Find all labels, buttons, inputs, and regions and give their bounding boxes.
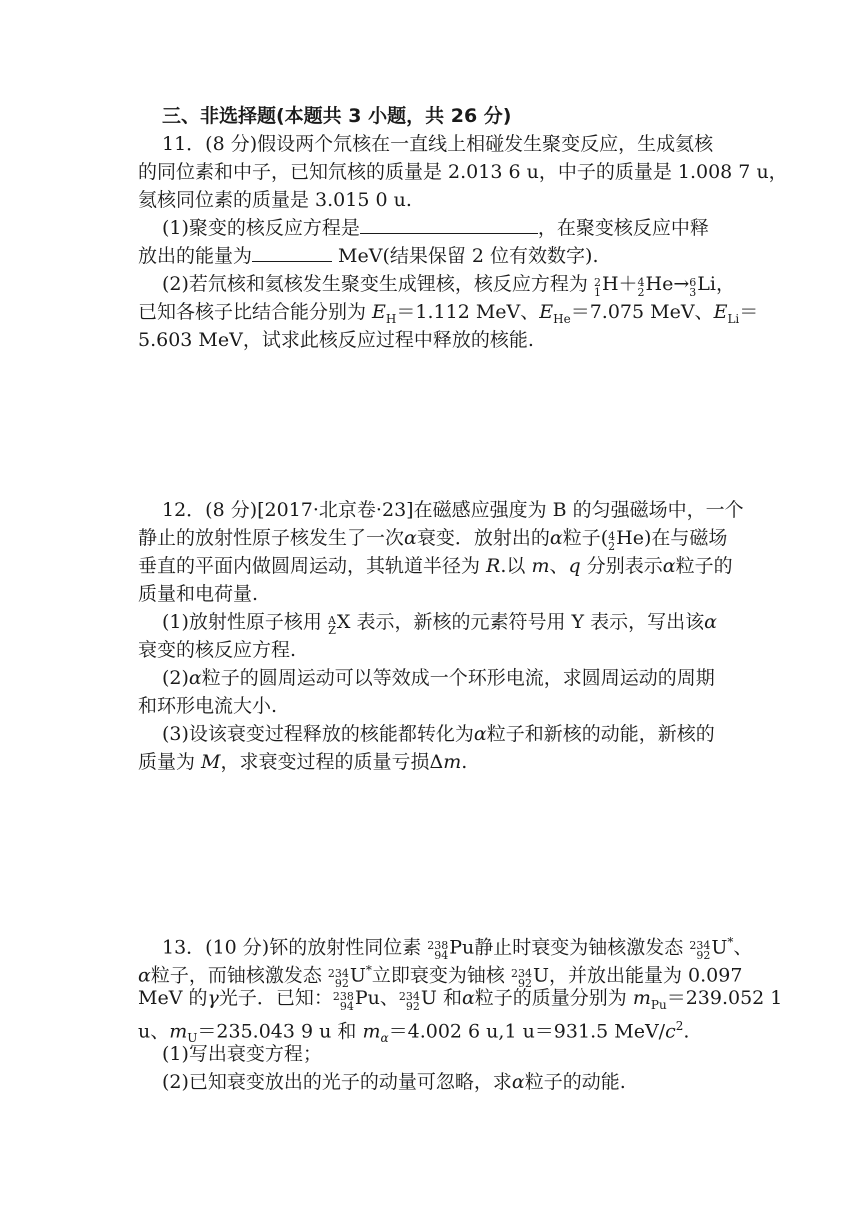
q11-part1-text-c: 放出的能量为 xyxy=(138,245,253,267)
q11-part2-line-2: 已知各核子比结合能分别为 $E_H=1.112$ MeV、$E_{He}=7.075$ MeV、$E_{Li}=$ xyxy=(138,301,759,326)
q11-part1-line-1 xyxy=(162,214,709,242)
q13-line-1: 13．(10 分)钚的放射性同位素 238 94 Pu静止时衰变为铀核激发态 234 92 U*、 xyxy=(162,935,753,963)
answer-blank-equation[interactable] xyxy=(360,215,538,234)
q12-line-1: 12．(8 分)[2017·北京卷·23]在磁感应强度为 B 的匀强磁场中，一个 xyxy=(162,499,744,521)
q12-part2-line-1: (2)α粒子的圆周运动可以等效成一个环形电流，求圆周运动的周期 xyxy=(162,667,715,689)
q12-part1-line-2: 衰变的核反应方程. xyxy=(138,639,297,661)
nuclide-H: 2 1 xyxy=(593,276,601,299)
nuclide-Pu: 238 94 xyxy=(427,939,449,963)
nuclide-U-excited: 234 92 xyxy=(689,939,711,963)
q12-line-3: 垂直的平面内做圆周运动，其轨道半径为 R.以 m、q 分别表示α粒子的 xyxy=(138,555,733,577)
q13-line-3: MeV 的γ光子．已知： 238 94 Pu、 234 92 U 和α粒子的质量分别为 $m_{Pu}=239.052$ 1 xyxy=(138,987,783,1013)
q11-part2-line-3: 5.603 MeV，试求此核反应过程中释放的核能. xyxy=(138,329,534,351)
q13-part2: (2)已知衰变放出的光子的动量可忽略，求α粒子的动能. xyxy=(162,1071,626,1093)
q11-part1-text-d: MeV(结果保留 2 位有效数字). xyxy=(332,245,599,267)
nuclide-He-alpha: 4 2 xyxy=(608,530,616,553)
q12-line-4: 质量和电荷量. xyxy=(138,583,259,605)
q13-line-2: α粒子，而铀核激发态 234 92 U*立即衰变为铀核 234 92 U，并放出能量为 0.097 xyxy=(138,963,743,991)
q13-part1: (1)写出衰变方程； xyxy=(162,1043,322,1065)
q12-part1-line-1: (1)放射性原子核用 A Z X 表示，新核的元素符号用 Y 表示，写出该α xyxy=(162,611,717,637)
q11-part2-text: (2)若氘核和氦核发生聚变生成锂核，核反应方程为 xyxy=(162,273,594,295)
q11-part1-text: (1)聚变的核反应方程是 xyxy=(162,217,360,239)
q11-line-2: 的同位素和中子，已知氘核的质量是 2.013 6 u，中子的质量是 1.008 7 u， xyxy=(138,161,788,183)
nuclide-X: A Z xyxy=(327,614,336,637)
q12-part3-line-2: 质量为 M，求衰变过程的质量亏损Δm. xyxy=(138,751,468,773)
q11-part2-line-1: (2)若氘核和氦核发生聚变生成锂核，核反应方程为 2 1 H＋ 4 2 He→ 6 3 Li， xyxy=(162,273,735,299)
q11-line-1: 11．(8 分)假设两个氘核在一直线上相碰发生聚变反应，生成氦核 xyxy=(162,133,714,155)
q12-line-2: 静止的放射性原子核发生了一次α衰变．放射出的α粒子( 4 2 He)在与磁场 xyxy=(138,527,728,553)
nuclide-Li: 6 3 xyxy=(689,276,697,299)
answer-blank-energy[interactable] xyxy=(252,243,332,262)
nuclide-He: 4 2 xyxy=(637,276,645,299)
q13-line-4: u、$m_U=235.043$ 9 u 和 $m_\alpha=4.002$ 6 u,1 u＝931.5 MeV/$c^2$. xyxy=(138,1019,690,1046)
q11-part1-text-b: ，在聚变核反应中释 xyxy=(537,217,709,239)
nuclide-U-2: 234 92 xyxy=(398,990,420,1013)
nuclide-Pu-2: 238 94 xyxy=(332,990,354,1013)
q12-part2-line-2: 和环形电流大小. xyxy=(138,695,278,717)
q11-line-3: 氦核同位素的质量是 3.015 0 u. xyxy=(138,189,412,211)
nuclide-U-excited-2: 234 92 xyxy=(327,967,349,991)
q12-part3-line-1: (3)设该衰变过程释放的核能都转化为α粒子和新核的动能，新核的 xyxy=(162,723,715,745)
nuclide-U: 234 92 xyxy=(510,967,532,991)
q11-part1-line-2 xyxy=(138,242,599,270)
section-heading: 三、非选择题(本题共 3 小题，共 26 分) xyxy=(162,105,512,127)
